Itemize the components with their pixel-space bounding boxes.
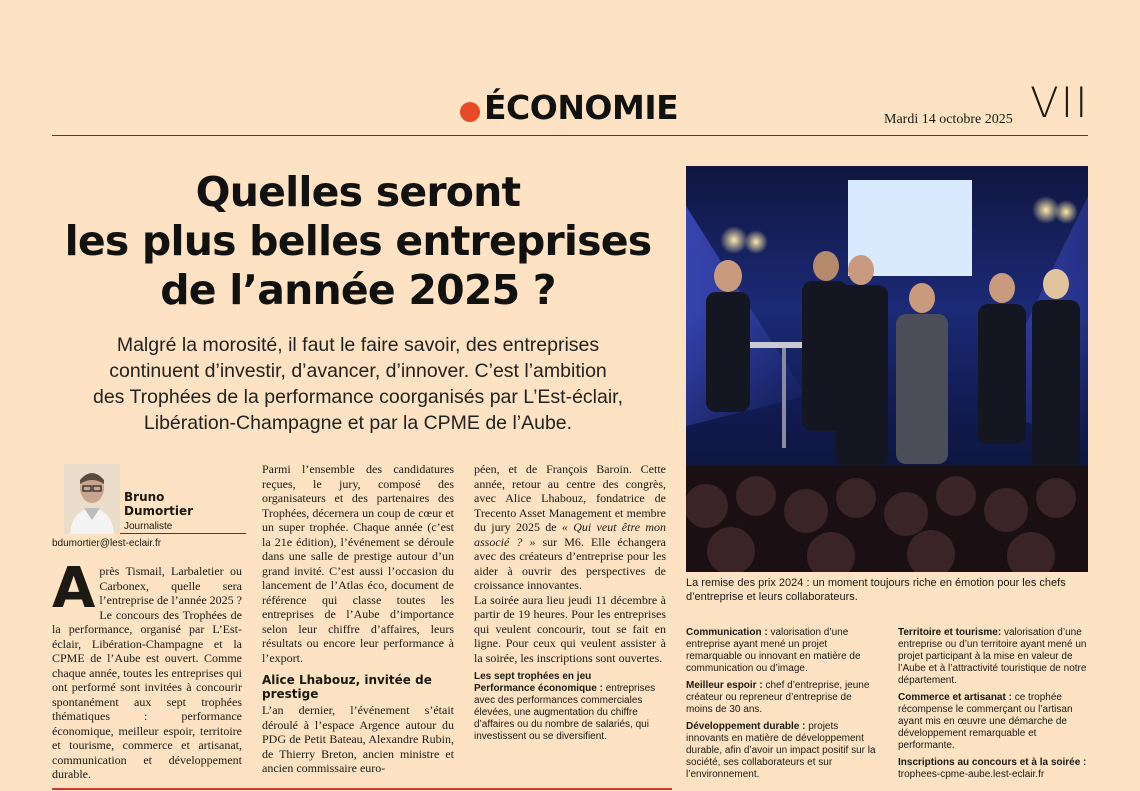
article-headline xyxy=(52,168,664,316)
trophies-column-2 xyxy=(898,627,1090,786)
column-3-text: sur M6. Elle échangera avec des créateurs d’entreprise pour les aider à ouvrir des perspectives de croissance innovantes. xyxy=(474,534,666,592)
lead-line: des Trophées de la performance coorganisés par L’Est-éclair, xyxy=(92,386,624,408)
footer-rule xyxy=(52,788,672,790)
article-lead xyxy=(52,332,664,436)
trophy-description: valorisation d’une entreprise ayant mené un projet remarquable ou innovant en matière de communication ou d’image. xyxy=(686,627,861,674)
trophy-description: valorisation d’une entreprise ou d’un territoire ayant mené un projet participant à la mise en valeur de l’Aube et à l’attractivité touristique de notre département. xyxy=(898,627,1087,686)
trophies-title: Les sept trophées en jeu xyxy=(474,671,592,682)
author-role: Journaliste xyxy=(124,521,173,532)
trophy-name: Développement durable : xyxy=(686,721,806,732)
trophy-description: chef d’entreprise, jeune créateur ou repreneur d’entreprise de moins de 30 ans. xyxy=(686,680,870,715)
trophy-name: Commerce et artisanat : xyxy=(898,692,1012,703)
stage-illustration xyxy=(686,166,1088,572)
rubric-bullet-icon xyxy=(460,102,480,122)
headline-line: Quelles seront xyxy=(195,168,521,216)
column-3-paragraph xyxy=(474,462,666,593)
trophy-name: Communication : xyxy=(686,627,768,638)
trophy-name: Performance économique : xyxy=(474,683,603,694)
article-column-1 xyxy=(52,556,242,782)
inscriptions-url: trophees-cpme-aube.lest-eclair.fr xyxy=(898,769,1045,780)
tv-show-quote: « Qui veut être mon associé ? » xyxy=(474,520,666,549)
lead-line: Malgré la morosité, il faut le faire savoir, des entreprises xyxy=(116,334,600,356)
column-3-text: péen, et de François Baroin. Cette année, retour au centre des congrès, avec Alice Lhabouz, fondatrice de Trecento Asset Management et membre du jury 2025 de xyxy=(474,462,666,534)
trophy-description: ce trophée récompense le commerçant ou l’artisan ayant mis en œuvre une démarche de développement remarquable et performante. xyxy=(898,692,1073,751)
article-column-3 xyxy=(474,462,666,743)
author-portrait-icon xyxy=(64,464,120,534)
trophy-description: projets innovants en matière de développement durable, afin d’avoir un impact positif sur la société, ses collaborateurs et sur l’environnement. xyxy=(686,721,876,780)
inscriptions-label: Inscriptions au concours et à la soirée : xyxy=(898,757,1087,768)
trophy-item xyxy=(898,692,1090,752)
column-2-paragraph: Parmi l’ensemble des candidatures reçues, le jury, composé des organisateurs et des partenaires des Trophées, décernera un coup de cœur et un super trophée. Chaque année (c’est la 21e édition), l’événement se déroule dans une salle de prestige autour d’un grand invité. C’est aussi l’occasion du lancement de l’Atlas éco, document de référence qui classe toutes les entreprises de l’Aube d’importance selon leur chiffre d’affaires, leurs résultats ou encore leur performance à l’export. xyxy=(262,462,454,665)
trophy-item xyxy=(686,680,878,716)
column-2-paragraph: L’an dernier, l’événement s’était déroulé à l’espace Argence autour du PDG de Petit Bateau, Alexandre Rubin, de Thierry Breton, ancien ministre et ancien commissaire euro- xyxy=(262,703,454,775)
trophies-column-1 xyxy=(686,627,878,786)
headline-line: les plus belles entreprises xyxy=(64,217,652,266)
trophy-item xyxy=(686,721,878,781)
trophy-name: Territoire et tourisme: xyxy=(898,627,1002,638)
trophy-item xyxy=(898,627,1090,687)
intertitle: Alice Lhabouz, invitée de prestige xyxy=(262,673,432,701)
author-first-name: Bruno xyxy=(124,490,165,504)
section-rubric: ÉCONOMIE xyxy=(484,88,679,127)
lead-line: Libération-Champagne et par la CPME de l’Aube. xyxy=(143,412,573,434)
column-1-text: près Tismail, Larbaletier ou Carbonex, quelle sera l’entreprise de l’année 2025 ? Le concours des Trophées de la performance, organisé par L’Est-éclair, Libération-Champagne et la CPME de l’Aube est ouvert. Comme chaque année, toutes les entreprises qui ont performé sont invitées à concourir spontanément aux sept trophées thématiques : performance économique, meilleur espoir, territoire et tourisme, commerce et artisanat, communication et développement durable. xyxy=(52,564,242,781)
author-divider xyxy=(120,533,246,534)
event-photo xyxy=(686,166,1088,572)
inscriptions-info xyxy=(898,757,1090,781)
page-folio: VII xyxy=(1030,78,1090,127)
trophy-name: Meilleur espoir : xyxy=(686,680,763,691)
trophy-item xyxy=(686,627,878,675)
author-name xyxy=(124,490,193,518)
lead-line: continuent d’investir, d’avancer, d’innover. C’est l’ambition xyxy=(109,360,607,382)
photo-caption: La remise des prix 2024 : un moment toujours riche en émotion pour les chefs d’entreprise et leurs collaborateurs. xyxy=(686,577,1066,603)
issue-date: Mardi 14 octobre 2025 xyxy=(884,112,1013,127)
article-column-2 xyxy=(262,462,454,776)
header-divider xyxy=(52,135,1088,136)
headline-line: de l’année 2025 ? xyxy=(160,266,556,315)
author-portrait xyxy=(64,464,120,534)
author-last-name: Dumortier xyxy=(124,504,194,518)
author-email: bdumortier@lest-eclair.fr xyxy=(52,538,162,549)
column-3-paragraph: La soirée aura lieu jeudi 11 décembre à partir de 19 heures. Pour les entreprises qui veulent concourir, tout se fait en ligne. Pour ceux qui veulent assister à la soirée, les inscriptions sont ouvertes. xyxy=(474,592,666,665)
drop-cap: A xyxy=(52,556,96,621)
trophy-description: entreprises avec des performances commerciales élevées, une augmentation du chiffre d’affaires ou du nombre de salariés, qui investissent ou se diversifient. xyxy=(474,683,656,742)
trophies-box xyxy=(474,671,666,743)
